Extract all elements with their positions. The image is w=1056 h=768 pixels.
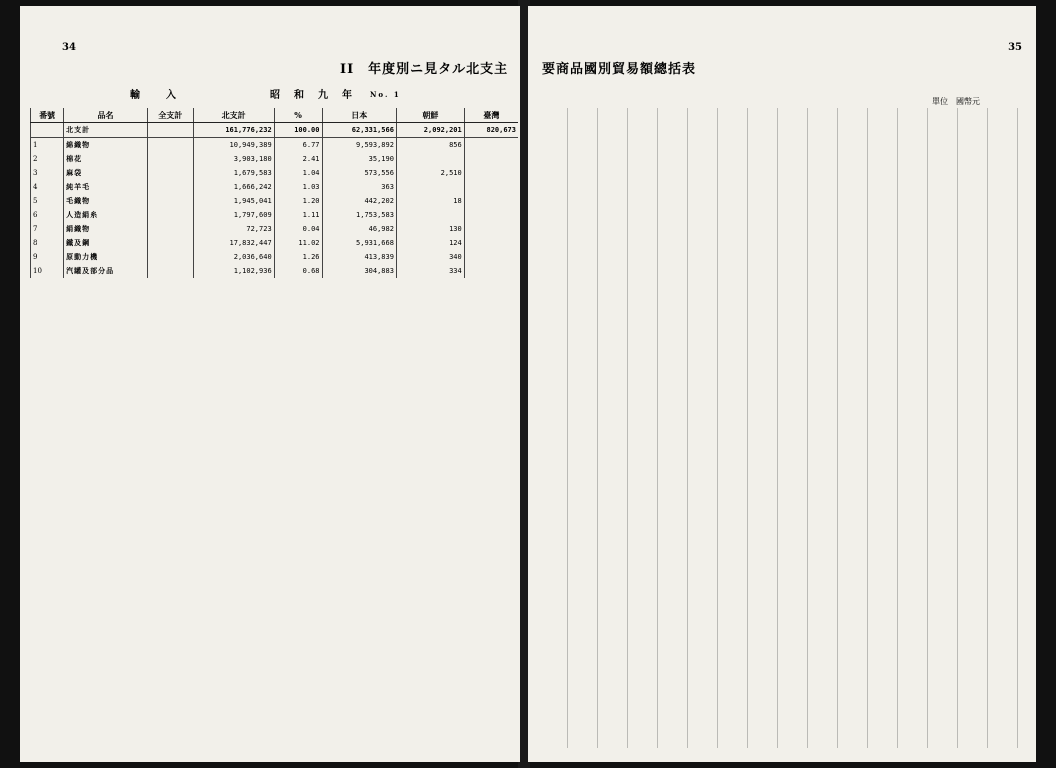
taiwan-value xyxy=(464,264,518,278)
all-china-value xyxy=(147,250,193,264)
taiwan-value xyxy=(464,166,518,180)
row-number: 7 xyxy=(31,222,64,236)
column-header: 品名 xyxy=(64,108,148,123)
right-page xyxy=(528,6,1036,762)
year-label: 昭 和 九 年 xyxy=(270,90,354,101)
korea-value: 856 xyxy=(396,138,464,153)
north-china-value: 10,949,389 xyxy=(193,138,274,153)
korea-value xyxy=(396,208,464,222)
north-china-value: 161,776,232 xyxy=(193,123,274,138)
row-number: 9 xyxy=(31,250,64,264)
column-header: 番號 xyxy=(31,108,64,123)
north-china-share: 100.00 xyxy=(274,123,322,138)
japan-value: 5,931,668 xyxy=(322,236,396,250)
north-china-value: 1,797,609 xyxy=(193,208,274,222)
north-china-share: 11.02 xyxy=(274,236,322,250)
north-china-value: 2,036,640 xyxy=(193,250,274,264)
table-row xyxy=(31,194,519,208)
taiwan-value xyxy=(464,222,518,236)
table-row xyxy=(31,236,519,250)
north-china-share: 1.20 xyxy=(274,194,322,208)
north-china-value: 1,102,936 xyxy=(193,264,274,278)
table-row xyxy=(31,264,519,278)
row-label: 純羊毛 xyxy=(64,180,148,194)
japan-value: 35,190 xyxy=(322,152,396,166)
taiwan-value xyxy=(464,180,518,194)
north-china-share: 6.77 xyxy=(274,138,322,153)
japan-value: 62,331,566 xyxy=(322,123,396,138)
north-china-share: 0.04 xyxy=(274,222,322,236)
north-china-value: 1,666,242 xyxy=(193,180,274,194)
row-number xyxy=(31,123,64,138)
column-header: 日本 xyxy=(322,108,396,123)
north-china-share: 0.68 xyxy=(274,264,322,278)
row-label: 鐵及鋼 xyxy=(64,236,148,250)
table-row xyxy=(31,222,519,236)
korea-value: 124 xyxy=(396,236,464,250)
row-number: 1 xyxy=(31,138,64,153)
row-label: 綿織物 xyxy=(64,138,148,153)
north-china-value: 3,903,180 xyxy=(193,152,274,166)
table-row xyxy=(31,208,519,222)
all-china-value xyxy=(147,166,193,180)
north-china-share: 2.41 xyxy=(274,152,322,166)
table-header-row xyxy=(31,108,519,123)
all-china-value xyxy=(147,123,193,138)
all-china-value xyxy=(147,208,193,222)
section-heading: 輸 入 xyxy=(130,90,178,101)
taiwan-value xyxy=(464,194,518,208)
row-number: 2 xyxy=(31,152,64,166)
table-row xyxy=(31,180,519,194)
korea-value: 340 xyxy=(396,250,464,264)
column-header: 全支計 xyxy=(147,108,193,123)
taiwan-value: 820,673 xyxy=(464,123,518,138)
column-header: 北支計 xyxy=(193,108,274,123)
korea-value xyxy=(396,152,464,166)
japan-value: 46,982 xyxy=(322,222,396,236)
all-china-value xyxy=(147,236,193,250)
korea-value: 2,092,201 xyxy=(396,123,464,138)
korea-value xyxy=(396,180,464,194)
korea-value: 18 xyxy=(396,194,464,208)
table-number: No. 1 xyxy=(370,90,401,99)
page-title: 要商品國別貿易額總括表 xyxy=(542,62,697,77)
north-china-value: 72,723 xyxy=(193,222,274,236)
row-label: 北支計 xyxy=(64,123,148,138)
row-label: 汽罐及部分品 xyxy=(64,264,148,278)
japan-value: 363 xyxy=(322,180,396,194)
page-title: II 年度別ニ見タル北支主 xyxy=(340,62,509,77)
row-number: 3 xyxy=(31,166,64,180)
taiwan-value xyxy=(464,250,518,264)
table-row xyxy=(31,250,519,264)
taiwan-value xyxy=(464,152,518,166)
all-china-value xyxy=(147,264,193,278)
table-row xyxy=(31,138,519,153)
north-china-share: 1.03 xyxy=(274,180,322,194)
row-label: 麻袋 xyxy=(64,166,148,180)
column-header: 臺灣 xyxy=(464,108,518,123)
all-china-value xyxy=(147,138,193,153)
all-china-value xyxy=(147,194,193,208)
japan-value: 413,839 xyxy=(322,250,396,264)
page-number: 35 xyxy=(1008,42,1022,53)
row-number: 6 xyxy=(31,208,64,222)
korea-value: 334 xyxy=(396,264,464,278)
column-header: 朝鮮 xyxy=(396,108,464,123)
taiwan-value xyxy=(464,236,518,250)
left-page xyxy=(20,6,520,762)
row-label: 人造絹糸 xyxy=(64,208,148,222)
table-row xyxy=(31,166,519,180)
all-china-value xyxy=(147,180,193,194)
unit-label: 單位 國幣元 xyxy=(932,97,980,106)
row-label: 絹織物 xyxy=(64,222,148,236)
japan-value: 573,556 xyxy=(322,166,396,180)
row-number: 4 xyxy=(31,180,64,194)
row-label: 棉花 xyxy=(64,152,148,166)
row-number: 10 xyxy=(31,264,64,278)
north-china-share: 1.26 xyxy=(274,250,322,264)
japan-value: 442,202 xyxy=(322,194,396,208)
column-header: % xyxy=(274,108,322,123)
north-china-share: 1.11 xyxy=(274,208,322,222)
taiwan-value xyxy=(464,208,518,222)
trade-table xyxy=(30,108,518,278)
row-label: 原動力機 xyxy=(64,250,148,264)
all-china-value xyxy=(147,152,193,166)
japan-value: 304,883 xyxy=(322,264,396,278)
row-number: 5 xyxy=(31,194,64,208)
north-china-value: 1,679,583 xyxy=(193,166,274,180)
korea-value: 130 xyxy=(396,222,464,236)
page-number: 34 xyxy=(62,42,76,53)
row-label: 毛織物 xyxy=(64,194,148,208)
japan-value: 1,753,583 xyxy=(322,208,396,222)
all-china-value xyxy=(147,222,193,236)
table-row xyxy=(31,152,519,166)
total-row xyxy=(31,123,519,138)
taiwan-value xyxy=(464,138,518,153)
north-china-share: 1.04 xyxy=(274,166,322,180)
row-number: 8 xyxy=(31,236,64,250)
north-china-value: 1,945,041 xyxy=(193,194,274,208)
japan-value: 9,593,892 xyxy=(322,138,396,153)
korea-value: 2,510 xyxy=(396,166,464,180)
table-column-grid xyxy=(538,108,1028,748)
north-china-value: 17,832,447 xyxy=(193,236,274,250)
